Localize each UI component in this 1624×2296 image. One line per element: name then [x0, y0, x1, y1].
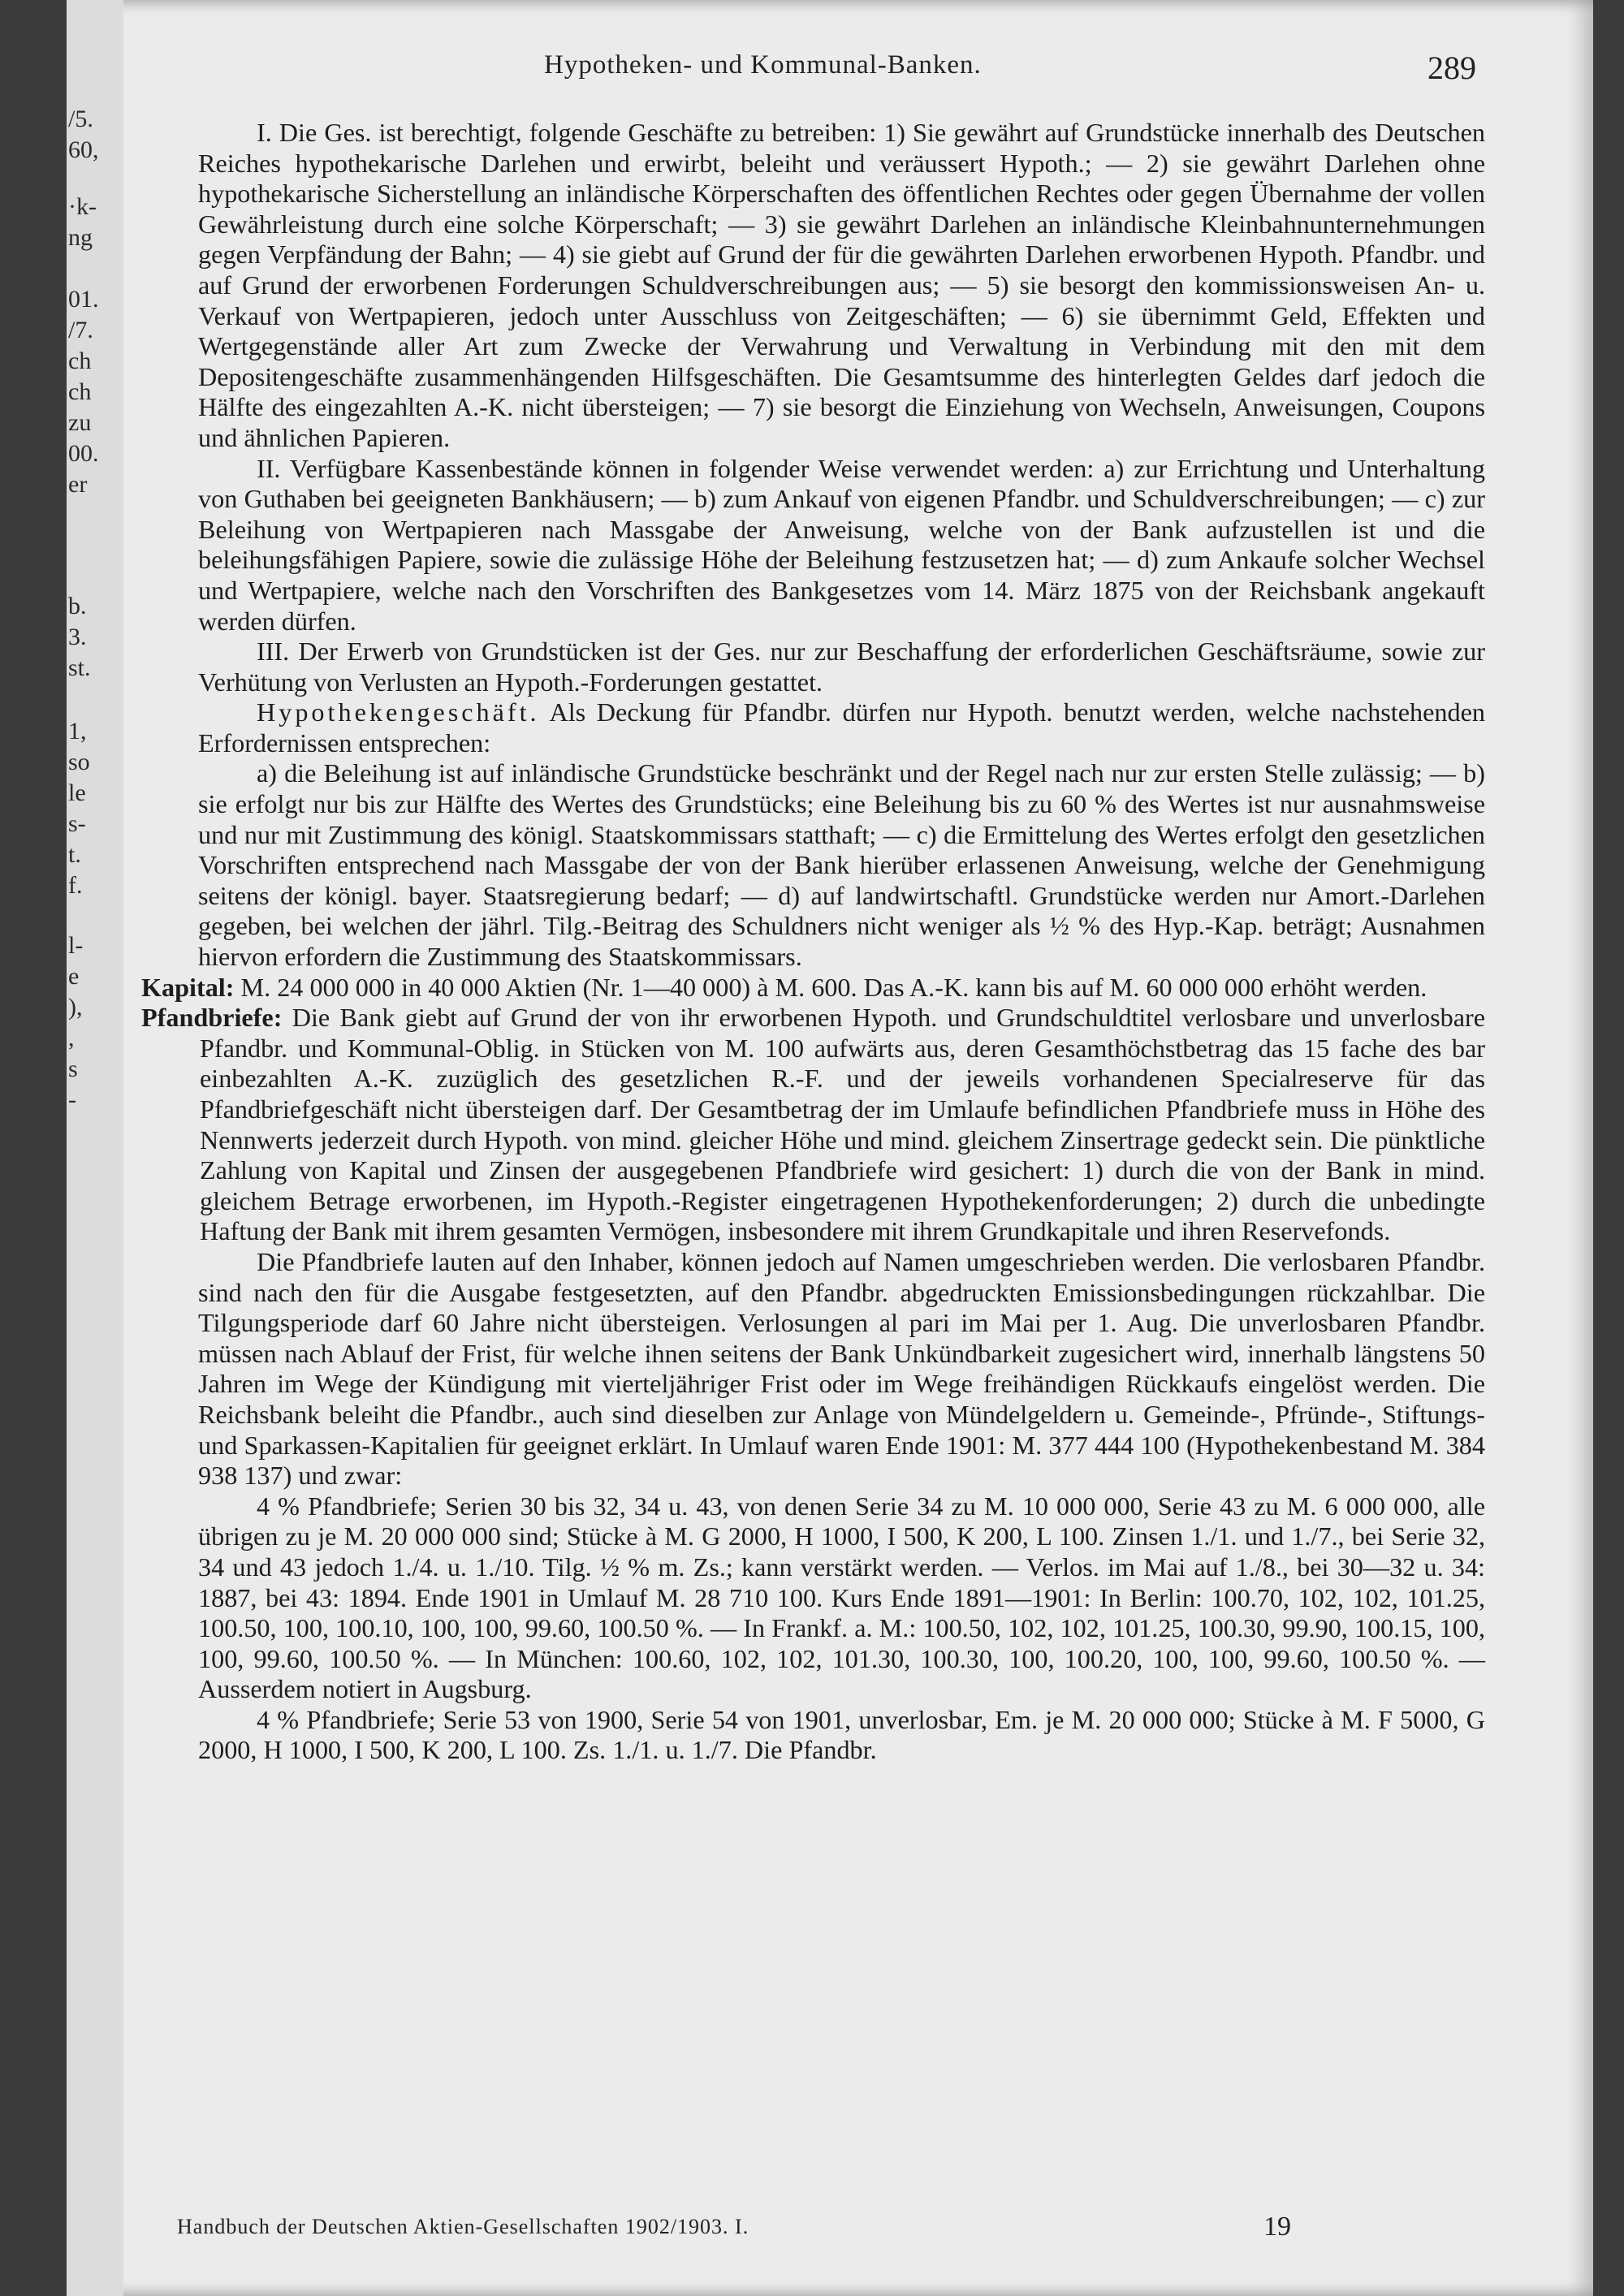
margin-fragment: ),	[68, 994, 83, 1021]
margin-fragment: e	[68, 963, 80, 990]
book-page	[67, 0, 1593, 2296]
margin-fragment: 1,	[68, 718, 87, 744]
margin-fragment: 60,	[68, 136, 99, 163]
paragraph	[198, 697, 1485, 758]
margin-fragment: s-	[68, 810, 86, 837]
paragraph	[198, 1247, 1485, 1491]
paragraph	[141, 973, 1485, 1003]
margin-fragment: so	[68, 749, 90, 775]
body-text	[141, 118, 1485, 1766]
paragraph-text: M. 24 000 000 in 40 000 Aktien (Nr. 1—40 000) à M. 600. Das A.-K. kann bis auf M. 60 000 000 erhöht werden.	[234, 972, 1427, 1002]
margin-fragment: s	[68, 1055, 78, 1082]
paragraph	[141, 1003, 1485, 1247]
margin-fragment: t.	[68, 841, 81, 868]
paragraph-text: a) die Beleihung ist auf inländische Grundstücke beschränkt und der Regel nach nur zur ersten Stelle zulässig; — b) sie erfolgt nur bis zur Hälfte des Wertes des Grundstücks; eine Beleihung bis zu 60 % des Wertes ist nur ausnahmsweise und nur mit Zustimmung des königl. Staatskommissars statthaft; — c) die Ermittelung des Wertes erfolgt den gesetzlichen Vorschriften entsprechend nach Massgabe der von der Bank hierüber erlassenen Anweisung, welche der Genehmigung seitens der königl. bayer. Staatsregierung bedarf; — d) auf landwirtschaftl. Grundstücke werden nur Amort.-Darlehen gegeben, bei welchen der jährl. Tilg.-Beitrag des Schuldners nicht weniger als ½ % des Hyp.-Kap. beträgt; Ausnahmen hiervon erfordern die Zustimmung des Staatskommissars.	[198, 758, 1485, 972]
paragraph	[198, 118, 1485, 454]
section-heading: Kapital:	[141, 972, 235, 1002]
paragraph-text: Die Bank giebt auf Grund der von ihr erworbenen Hypoth. und Grundschuldtitel verlosbare und unverlosbare Pfandbr. und Kommunal-Oblig. in Stücken von M. 100 aufwärts aus, deren Gesamthöchstbetrag das 15 fache des bar einbezahlten A.-K. zuzüglich des gesetzlichen R.-F. und der jeweils vorhandenen Specialreserve für das Pfandbriefgeschäft nicht übersteigen darf. Der Gesamtbetrag der im Umlaufe befindlichen Pfandbriefe muss in Höhe des Nennwerts jederzeit durch Hypoth. von mind. gleicher Höhe und mind. gleichem Zinsertrage gedeckt sein. Die pünktliche Zahlung von Kapital und Zinsen der ausgegebenen Pfandbriefe wird gesichert: 1) durch die von der Bank in mind. gleichem Betrage erworbenen, im Hypoth.-Register eingetragenen Hypothekenforderungen; 2) durch die unbedingte Haftung der Bank mit ihrem gesamten Vermögen, insbesondere mit ihrem Grundkapitale und ihren Reservefonds.	[200, 1003, 1485, 1246]
margin-fragment: 00.	[68, 440, 99, 467]
section-heading: Pfandbriefe:	[141, 1003, 283, 1033]
margin-fragment: st.	[68, 654, 91, 681]
margin-fragment: -	[68, 1086, 76, 1113]
margin-fragment: 3.	[68, 624, 87, 650]
margin-fragment: ng	[68, 224, 93, 251]
paragraph	[198, 1705, 1485, 1766]
subsection-heading: Hypothekengeschäft.	[257, 697, 540, 727]
page-number: 289	[1427, 50, 1476, 86]
margin-fragment: er	[68, 471, 88, 498]
paragraph	[198, 637, 1485, 697]
paragraph	[198, 454, 1485, 637]
paragraph-text: Als Deckung für Pfandbr. dürfen nur Hypoth. benutzt werden, welche nachstehenden Erfordernissen entsprechen:	[198, 697, 1485, 757]
margin-fragment: zu	[68, 409, 92, 436]
paragraph-text: III. Der Erwerb von Grundstücken ist der Ges. nur zur Beschaffung der erforderlichen Geschäftsräume, sowie zur Verhütung von Verlusten an Hypoth.-Forderungen gestattet.	[198, 637, 1485, 697]
running-head: Hypotheken- und Kommunal-Banken.	[544, 50, 982, 80]
margin-fragment: le	[68, 779, 86, 806]
margin-fragment: b.	[68, 593, 87, 619]
paragraph-text: 4 % Pfandbriefe; Serien 30 bis 32, 34 u. 43, von denen Serie 34 zu M. 10 000 000, Serie 43 zu M. 6 000 000, alle übrigen zu je M. 20 000 000 sind; Stücke à M. G 2000, H 1000, I 500, K 200, L 100. Zinsen 1./1. und 1./7., bei Serie 32, 34 und 43 jedoch 1./4. u. 1./10. Tilg. ½ % m. Zs.; kann verstärkt werden. — Verlos. im Mai auf 1./8., bei 30—32 u. 34: 1887, bei 43: 1894. Ende 1901 in Umlauf M. 28 710 100. Kurs Ende 1891—1901: In Berlin: 100.70, 102, 102, 101.25, 100.50, 100, 100.10, 100, 100, 99.60, 100.50 %. — In Frankf. a. M.: 100.50, 102, 102, 101.25, 100.30, 99.90, 100.15, 100, 100, 99.60, 100.50 %. — In München: 100.60, 102, 102, 101.30, 100.30, 100, 100.20, 100, 100, 99.60, 100.50 %. — Ausserdem notiert in Augsburg.	[198, 1491, 1485, 1704]
margin-fragment: /7.	[68, 317, 93, 343]
margin-fragment: ch	[68, 378, 92, 405]
paragraph-text: I. Die Ges. ist berechtigt, folgende Geschäfte zu betreiben: 1) Sie gewährt auf Grundstücke innerhalb des Deutschen Reiches hypothekarische Darlehen und erwirbt, beleiht und veräussert Hypoth.; — 2) sie gewährt Darlehen ohne hypothekarische Sicherstellung an inländische Körperschaften des öffentlichen Rechtes oder gegen Übernahme der vollen Gewährleistung durch eine solche Körperschaft; — 3) sie gewährt Darlehen an inländische Kleinbahnunternehmungen gegen Verpfändung der Bahn; — 4) sie giebt auf Grund der für die gewährten Darlehen erworbenen Hypoth. Pfandbr. und auf Grund der erworbenen Forderungen Schuldverschreibungen aus; — 5) sie besorgt den kommissionsweisen An- u. Verkauf von Wertpapieren, jedoch unter Ausschluss von Zeitgeschäften; — 6) sie übernimmt Geld, Effekten und Wertgegenstände aller Art zum Zwecke der Verwahrung und Verwaltung in Verbindung mit den mit dem Depositengeschäfte zusammenhängenden Hilfsgeschäften. Die Gesamtsumme des hinterlegten Geldes darf jedoch die Hälfte des eingezahlten A.-K. nicht übersteigen; — 7) sie besorgt die Einziehung von Wechseln, Anweisungen, Coupons und ähnlichen Papieren.	[198, 118, 1485, 452]
margin-fragment: ,	[68, 1025, 75, 1051]
paragraph-text: 4 % Pfandbriefe; Serie 53 von 1900, Serie 54 von 1901, unverlosbar, Em. je M. 20 000 000; Stücke à M. F 5000, G 2000, H 1000, I 500, K 200, L 100. Zs. 1./1. u. 1./7. Die Pfandbr.	[198, 1704, 1485, 1765]
margin-fragment: l-	[68, 932, 84, 959]
previous-page-margin	[67, 0, 123, 2296]
margin-fragment: f.	[68, 872, 83, 899]
margin-fragment: 01.	[68, 286, 99, 313]
paragraph	[198, 1491, 1485, 1705]
footer-signature: 19	[1263, 2212, 1291, 2242]
paragraph-text: Die Pfandbriefe lauten auf den Inhaber, können jedoch auf Namen umgeschrieben werden. Die verlosbaren Pfandbr. sind nach den für die Ausgabe festgesetzten, auf den Pfandbr. abgedruckten Emissionsbedingungen rückzahlbar. Die Tilgungsperiode darf 60 Jahre nicht übersteigen. Verlosungen al pari im Mai per 1. Aug. Die unverlosbaren Pfandbr. müssen nach Ablauf der Frist, für welche ihnen seitens der Bank Unkündbarkeit zugesichert wird, innerhalb längstens 50 Jahren im Wege der Kündigung mit vierteljähriger Frist oder im Wege freihändigen Rückkaufs eingelöst werden. Die Reichsbank beleiht die Pfandbr., auch sind dieselben zur Anlage von Mündelgeldern u. Gemeinde-, Pfründe-, Stiftungs- und Sparkassen-Kapitalien für geeignet erklärt. In Umlauf waren Ende 1901: M. 377 444 100 (Hypothekenbestand M. 384 938 137) und zwar:	[198, 1246, 1485, 1491]
paragraph	[198, 758, 1485, 972]
footer-title: Handbuch der Deutschen Aktien-Gesellschaften 1902/1903. I.	[177, 2215, 749, 2238]
margin-fragment: ch	[68, 347, 92, 374]
paragraph-text: II. Verfügbare Kassenbestände können in folgender Weise verwendet werden: a) zur Errichtung und Unterhaltung von Guthaben bei geeigneten Bankhäusern; — b) zum Ankauf von eigenen Pfandbr. und Schuldverschreibungen; — c) zur Beleihung von Wertpapieren nach Massgabe der Anweisung, welche von der Bank aufzustellen ist und die beleihungsfähigen Papiere, sowie die zulässige Höhe der Beleihung festzusetzen hat; — d) zum Ankaufe solcher Wechsel und Wertpapiere, welche nach den Vorschriften des Bankgesetzes vom 14. März 1875 von der Reichsbank angekauft werden dürfen.	[198, 453, 1485, 636]
margin-fragment: /5.	[68, 106, 93, 132]
margin-fragment: ·k-	[68, 193, 97, 220]
